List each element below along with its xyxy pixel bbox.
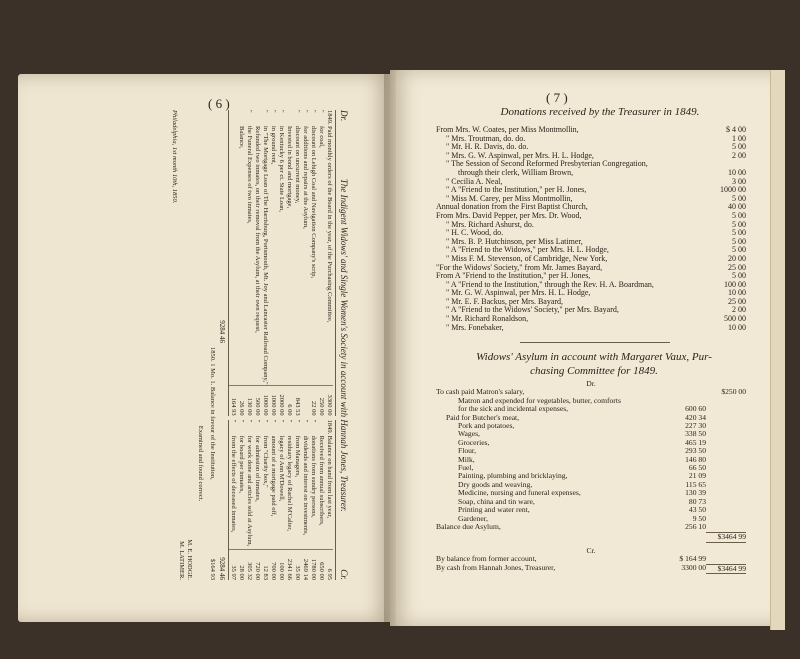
ledger-title: The Indigent Widows' and Single Women's Society in account with Hannah Jones, Treasurer.: [339, 178, 349, 512]
asylum-cr-label: Cr.: [586, 545, 596, 555]
donation-text: " Mrs. B. P. Hutchinson, per Miss Latimer,: [446, 237, 583, 246]
debit-date: [229, 110, 237, 126]
credit-line: [253, 420, 261, 580]
donation-amount: 5 00: [732, 271, 746, 281]
credit-amount: 720 00: [253, 549, 261, 580]
asylum-credit-total: $3464 99: [706, 564, 746, 574]
donation-text: Annual donation from the First Baptist Church,: [436, 203, 588, 212]
asylum-row-total: [706, 430, 746, 438]
debit-text: in Kentucky 6 per ct. State Loan,: [278, 126, 285, 212]
debit-amount: 6 00: [285, 385, 293, 416]
asylum-title: [436, 350, 752, 378]
donation-text: " H. C. Wood, do.: [446, 229, 504, 238]
donation-text: " Mr. Richard Ronaldson,: [446, 315, 529, 324]
credit-amount: 650 00: [317, 549, 325, 580]
debit-line: [237, 110, 245, 416]
credit-date: ": [254, 419, 261, 423]
asylum-row-text: Fuel,: [458, 464, 474, 473]
credit-line: [237, 420, 245, 580]
credit-amount: 28 00: [237, 549, 245, 580]
credit-line: [261, 420, 269, 580]
asylum-row-text: Medicine, nursing and funeral expenses,: [458, 489, 581, 498]
asylum-row-amount: 600 60: [685, 404, 706, 414]
credit-line: [269, 420, 277, 580]
donation-amount: 5 00: [732, 219, 746, 229]
credit-date: ": [310, 419, 317, 423]
debit-amount: 2000 00: [277, 385, 285, 416]
credit-amount: 100 00: [277, 549, 285, 580]
asylum-credit-total: [706, 555, 746, 563]
donation-amount: 25 00: [728, 296, 746, 306]
asylum-row-text: Soap, china and tin ware,: [458, 497, 535, 506]
credit-date: [317, 420, 325, 436]
asylum-row-amount: 115 65: [685, 479, 706, 489]
asylum-row-total: [706, 414, 746, 422]
debit-text: [229, 126, 237, 385]
donation-row: [436, 306, 746, 315]
donation-amount: $ 4 00: [726, 125, 746, 134]
credit-date: ": [294, 419, 301, 423]
donation-text: " Mr. H. R. Davis, do. do.: [446, 143, 529, 152]
donation-amount: 10 00: [728, 322, 746, 332]
asylum-row-total: [706, 439, 746, 447]
asylum-row-total: [706, 456, 746, 464]
asylum-row-amount: [666, 388, 706, 396]
donation-row: [436, 178, 746, 187]
credit-date: ": [270, 419, 277, 423]
section-divider: [520, 342, 670, 343]
credit-text: for admission of inmates,: [254, 435, 261, 502]
ledger-content: [48, 110, 348, 580]
asylum-row-text: for the sick and incidental expenses,: [458, 405, 569, 414]
debit-text: Refunded two inmates, on their removal from the Asylum, at their own request,: [254, 126, 261, 333]
donation-text: " A "Friend to the Widows," per Mrs. H. L. Hodge,: [446, 246, 609, 255]
donation-amount: 5 00: [732, 210, 746, 220]
credit-amount: 2469 14: [301, 549, 309, 580]
balance-amount: $164 93: [209, 558, 216, 580]
ledger-footer: [170, 110, 218, 580]
donation-text: From Mrs. David Pepper, per Mrs. Dr. Wood,: [436, 211, 582, 220]
credit-date: ": [262, 419, 269, 423]
donation-text: " Mrs. Troutman, do. do.: [446, 134, 526, 143]
debit-line: [325, 110, 333, 416]
donation-text: " Cecilia A. Neal,: [446, 177, 503, 186]
donation-row: [436, 126, 746, 135]
donation-row: [436, 272, 746, 281]
donation-amount: 5 00: [732, 245, 746, 255]
credit-text: from "Charity box,": [262, 435, 269, 488]
credit-line: [245, 420, 253, 580]
donation-row: [436, 238, 746, 247]
asylum-row-total: [706, 498, 746, 506]
debit-date: 1849.: [326, 110, 333, 125]
debit-text: in "The Mortgage Loan of The Harrisburg, Portsmouth, Mt. Joy and Lancaster Railroad Company,": [262, 126, 269, 385]
asylum-credit-row: [436, 564, 746, 574]
donation-text: From Mrs. W. Coates, per Miss Montmollin,: [436, 126, 579, 134]
debit-amount: 250 00: [317, 385, 325, 416]
debit-line: [285, 110, 293, 416]
asylum-credit-rows: [436, 555, 746, 574]
debit-date: ": [294, 110, 301, 113]
credit-text: for board per inmates,: [238, 435, 245, 494]
debit-date: ": [310, 110, 317, 113]
asylum-debit-rows: [436, 388, 746, 531]
donation-text: " Mrs. Richard Ashurst, do.: [446, 220, 534, 229]
asylum-row-total: [706, 523, 746, 531]
asylum-row-amount: 293 50: [685, 446, 706, 456]
asylum-row-amount: 338 50: [685, 429, 706, 439]
page-edges: [770, 70, 785, 630]
credit-text: dividends and interest on investments,: [302, 435, 309, 536]
balance-note: 1850. 1 Mo. 1. Balance in favour of the Institution,: [209, 347, 216, 480]
credit-date: ": [238, 419, 245, 423]
donation-amount: 500 00: [724, 314, 746, 324]
credit-amount: 6 95: [325, 549, 333, 580]
donation-text: " Miss F. M. Stevenson, of Cambridge, New York,: [446, 254, 608, 263]
asylum-row-amount: 43 50: [688, 505, 706, 515]
debit-amount: 1000 00: [261, 385, 269, 416]
debit-amount: 500 00: [253, 385, 261, 416]
ledger-credit-column: [228, 420, 336, 580]
right-page-number: ( 7 ): [546, 90, 568, 105]
asylum-row-text: Printing and water rent,: [458, 506, 530, 515]
donation-text: "For the Widows' Society," from Mr. James Bayard,: [436, 263, 603, 272]
credit-text: amount of a mortgage paid off,: [270, 435, 277, 517]
donation-text: " A "Friend to the Widows' Society," per Mrs. Bayard,: [446, 306, 619, 315]
credit-text: donations from sundry persons,: [310, 435, 317, 518]
ledger-cr-label: Cr.: [339, 569, 349, 580]
asylum-row-amount: 146 80: [685, 454, 706, 464]
debit-amount: 22 00: [309, 385, 317, 416]
asylum-row-amount: 420 34: [685, 412, 706, 422]
credit-text: from Managers,: [294, 435, 301, 478]
asylum-row-amount: 256 10: [685, 521, 706, 531]
left-page-number: ( 6 ): [208, 96, 230, 111]
examined-note: Examined and found correct.: [197, 425, 204, 502]
asylum-row: [436, 523, 746, 531]
debit-date: [237, 110, 245, 126]
donation-amount: 1000 00: [720, 185, 746, 195]
asylum-row-total: $250 00: [721, 387, 746, 397]
donation-row: [436, 152, 746, 161]
credit-amount: 305 32: [245, 549, 253, 580]
debit-text: discount on uncurrent money,: [294, 126, 301, 204]
asylum-dr-label: Dr.: [586, 379, 596, 388]
debit-amount: 164 93: [229, 385, 237, 416]
debit-line: [301, 110, 309, 416]
ledger-debit-column: [228, 110, 336, 416]
ledger-title-row: [340, 110, 348, 580]
debit-text: for coal,: [318, 126, 325, 148]
asylum-row-text: Groceries,: [458, 438, 490, 447]
debit-line: [269, 110, 277, 416]
credit-date: 1849.: [326, 419, 333, 435]
debit-line: [261, 110, 269, 416]
donation-text: " Mrs. G. W. Aspinwal, per Mrs. H. L. Hodge,: [446, 151, 594, 160]
asylum-row-text: Dry goods and weaving,: [458, 480, 533, 489]
debit-text: Invested in bond and mortgage,: [286, 126, 293, 209]
credit-text: Received from annual subscribers,: [318, 435, 325, 526]
debit-amount: 130 00: [245, 385, 253, 416]
donation-amount: 5 00: [732, 236, 746, 246]
debit-text: the Funeral Expenses of two inmates,: [246, 126, 253, 224]
asylum-row: [436, 388, 746, 396]
donation-text: " Mrs. Fonebaker,: [446, 323, 504, 332]
credit-line: [317, 420, 325, 580]
donation-row: [436, 255, 746, 264]
donation-amount: 2 00: [732, 150, 746, 160]
donation-text: From A "Friend to the Institution," per H. Jones,: [436, 272, 591, 281]
asylum-row-total: [706, 489, 746, 497]
credit-line: [309, 420, 317, 580]
credit-amount: 700 00: [269, 549, 277, 580]
asylum-title-line-2: chasing Committee for 1849.: [530, 365, 658, 377]
donation-row: [436, 229, 746, 238]
debit-text: in ground rent,: [270, 126, 277, 165]
debit-line: [309, 110, 317, 416]
asylum-row-text: Matron and expended for vegetables, butter, comforts: [458, 396, 621, 405]
donation-text: through their clerk, William Brown,: [458, 168, 574, 177]
donations-title: Donations received by the Treasurer in 1849.: [500, 106, 700, 118]
credit-text: Balance on hand from last year,: [326, 435, 333, 519]
asylum-credit-amount: $ 164 99: [679, 554, 706, 564]
debit-line: [317, 110, 325, 416]
asylum-row-total: [706, 472, 746, 480]
asylum-row-text: Milk,: [458, 455, 475, 464]
debit-line: [277, 110, 285, 416]
asylum-row-text: Gardener,: [458, 514, 488, 523]
asylum-row-amount: 80 73: [688, 496, 706, 506]
debit-total: 9284 46: [218, 320, 226, 343]
asylum-row-amount: 21 09: [688, 471, 706, 481]
asylum-row-amount: 227 30: [685, 421, 706, 431]
credit-date: ": [278, 419, 285, 423]
debit-amount: 843 53: [293, 385, 301, 416]
credit-line: [285, 420, 293, 580]
book-gutter: [384, 70, 396, 626]
credit-line: [229, 420, 237, 580]
donation-amount: 20 00: [728, 253, 746, 263]
rotated-ledger: [48, 110, 348, 580]
credit-line: [325, 420, 333, 580]
donation-amount: 10 00: [728, 288, 746, 298]
donation-row: [436, 289, 746, 298]
debit-amount: 26 00: [237, 385, 245, 416]
credit-line: [277, 420, 285, 580]
credit-date: ": [230, 419, 237, 423]
debit-text: discount on Lehigh Coal and Navigation Company's scrip,: [310, 126, 317, 279]
asylum-row-text: Paid for Butcher's meat,: [446, 413, 520, 422]
debit-text: Paid monthly orders of the Board in the year, of the Purchasing Committee,: [326, 126, 333, 323]
credit-text: legacy of Ann M'Dowell,: [278, 435, 285, 502]
donation-text: " Miss M. Carey, per Miss Montmollin,: [446, 194, 573, 203]
credit-total: 9284 46: [218, 557, 226, 580]
donation-amount: 25 00: [728, 262, 746, 272]
donation-row: [436, 135, 746, 144]
donation-text: " Mr. E. F. Backus, per Mrs. Bayard,: [446, 297, 564, 306]
debit-amount: 3300 00: [325, 385, 333, 416]
asylum-credit-text: By balance from former account,: [436, 555, 537, 564]
ledger-dr-label: Dr.: [339, 110, 349, 122]
donations-list: [436, 126, 746, 332]
credit-date: ": [302, 419, 309, 423]
credit-line: [301, 420, 309, 580]
donation-amount: 3 00: [732, 176, 746, 186]
donation-amount: 1 00: [732, 133, 746, 143]
credit-text: residuary legacy of Rachel M'Calter,: [286, 435, 293, 531]
donation-row: [436, 212, 746, 221]
signature-hodge: M. E. HODGE.: [186, 539, 193, 580]
debit-date: ": [302, 110, 309, 113]
asylum-total: $3464 99: [706, 532, 746, 542]
donation-row: [436, 264, 746, 273]
asylum-total-row: [436, 532, 746, 542]
debit-line: [229, 110, 237, 416]
donation-row: [436, 195, 746, 204]
asylum-row-amount: 465 19: [685, 437, 706, 447]
asylum-row-total: [706, 422, 746, 430]
debit-date: ": [318, 110, 325, 113]
asylum-row-text: To cash paid Matron's salary,: [436, 388, 525, 397]
donation-amount: 5 00: [732, 193, 746, 203]
signature-latimer: M. LATIMER.: [178, 541, 185, 580]
donation-amount: 5 00: [732, 228, 746, 238]
credit-date: ": [246, 419, 253, 423]
donation-amount: 100 00: [724, 279, 746, 289]
asylum-row-total: [706, 515, 746, 523]
debit-amount: 1000 00: [269, 385, 277, 416]
donation-text: " The Session of Second Reformed Presbyterian Congregation,: [446, 160, 648, 169]
debit-amount: [301, 385, 309, 416]
donation-amount: 2 00: [732, 305, 746, 315]
donation-row: [436, 246, 746, 255]
asylum-row-amount: 130 39: [685, 488, 706, 498]
debit-line: [253, 110, 261, 416]
asylum-credit-amount: 3300 00: [681, 562, 706, 572]
donation-row: [436, 203, 746, 212]
asylum-title-line-1: Widows' Asylum in account with Margaret Vaux, Pur-: [476, 351, 712, 363]
credit-date: ": [286, 419, 293, 423]
donation-row: [436, 315, 746, 324]
asylum-row-total: [706, 464, 746, 472]
credit-text: from the effects of deceased inmates,: [230, 435, 237, 533]
asylum-credit-text: By cash from Hannah Jones, Treasurer,: [436, 563, 556, 572]
donation-row: [436, 160, 746, 169]
asylum-account: [436, 380, 746, 574]
donation-amount: 5 00: [732, 142, 746, 152]
debit-date: ": [270, 110, 277, 113]
donation-row: [436, 221, 746, 230]
debit-date: ": [262, 110, 269, 113]
asylum-row-text: Painting, plumbing and bricklaying,: [458, 472, 568, 481]
debit-line: [293, 110, 301, 416]
debit-date: ": [278, 110, 285, 113]
debit-date: ": [246, 110, 253, 113]
credit-amount: 35 97: [229, 549, 237, 580]
donation-row: [436, 324, 746, 333]
donation-text: " A "Friend to the Institution," per H. Jones,: [446, 186, 587, 195]
donation-row: [436, 169, 746, 178]
asylum-row-text: Balance due Asylum,: [436, 522, 501, 531]
asylum-row-amount: 66 50: [688, 463, 706, 473]
credit-line: [293, 420, 301, 580]
asylum-row-text: Wages,: [458, 430, 480, 439]
donation-row: [436, 186, 746, 195]
donation-row: [436, 298, 746, 307]
credit-amount: 35 00: [293, 549, 301, 580]
debit-text: for additions and repairs at the Asylum,: [302, 126, 309, 229]
credit-amount: 1780 00: [309, 549, 317, 580]
asylum-row-total: [706, 506, 746, 514]
debit-text: Balance,: [238, 126, 245, 149]
donation-row: [436, 281, 746, 290]
ledger-totals: [218, 110, 228, 580]
credit-amount: 12 83: [261, 549, 269, 580]
credit-amount: 2341 66: [285, 549, 293, 580]
asylum-row-total: [706, 481, 746, 489]
donation-amount: 10 00: [728, 167, 746, 177]
asylum-row-text: Pork and potatoes,: [458, 422, 515, 431]
debit-date: [253, 110, 261, 126]
ledger-columns: [228, 110, 336, 580]
asylum-row-total: [706, 447, 746, 455]
donation-amount: 40 00: [728, 202, 746, 212]
asylum-row-text: Flour,: [458, 447, 477, 456]
donation-text: " A "Friend to the Institution," through the Rev. H. A. Boardman,: [446, 280, 654, 289]
asylum-row-total: [706, 397, 746, 405]
donation-row: [436, 143, 746, 152]
asylum-row-amount: 9 50: [692, 513, 706, 523]
asylum-row-total: [706, 405, 746, 413]
debit-date: [285, 110, 293, 126]
donation-text: " Mr. G. W. Aspinwal, per Mrs. H. L. Hodge,: [446, 289, 591, 298]
credit-text: for work done and articles sold at Asylum,: [246, 435, 253, 547]
place-date: Philadelphia, 1st month 10th, 1850.: [171, 110, 178, 204]
debit-line: [245, 110, 253, 416]
